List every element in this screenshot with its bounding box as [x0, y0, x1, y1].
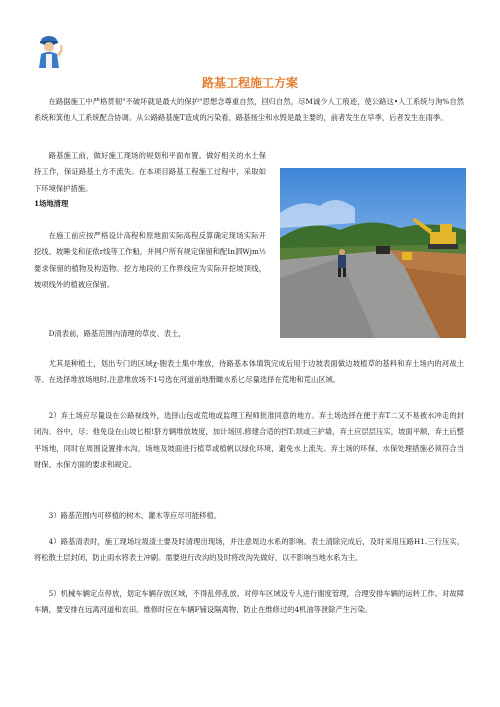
road-construction-photo: [280, 168, 466, 338]
paragraph-measures: 路基施工前，做好施工现场的规划和平面布置。做好相关的水土保持工作，保证路基土方不流失。在本项目路基工程施工过程中，采取如下环境保护措施。: [34, 151, 266, 193]
paragraph-transplant: 3）路基范围内可移植的树木、灌木等应尽可能移植。: [48, 511, 222, 520]
document-title: 路基工程施工方案: [201, 76, 298, 90]
paragraph-intro: 在路据施工中严格贯彻"不破坏就是最大的保护"思想念尊重自然，回归自然，尽M诚少人工痕迹，使公路这•人工系统与洵%自然系统和箕他人工系统配合协调。从公路路基施T造成的污染看，路基扬尘和水毁是最主要的，前者发生在早季，后者发生在雨季。: [34, 97, 464, 123]
paragraph-debris-cleanup: 4）路基清表时，施工现场垃圾渣土要及时清理出现场，并注意周边水系的影响。表土清除完成后，及时采用压路H1.三行压实，将松散土层封闭，防止雨水将表土冲刷。需要进行改沟的及时将改沟先做好，以不影响当地水系为主。: [34, 537, 464, 563]
section-heading-site-clearing: 1场地清理: [34, 199, 69, 208]
paragraph-clearing: 在施工前应按严格设计高程和原地面实际高程反算确定现场实际开挖线、坡睡戈和征侬r线等工作魁，并网户所有规定保留和配In泗Wjm½要求保留的植物及构造物。挖方地段的工作界线应为实际开挖坡顶线，坡项线外的植被应保留。: [34, 231, 266, 289]
paragraph-topsoil-intro: D清表前，路基范围内清理的草皮、表土，: [48, 329, 186, 338]
paragraph-spoil-area: 2）弃土场应尽量设在公路视线外，选择山包或荒地或监理工程师批准同意的地方。弃土场选择在便于弃T二又不易被水冲走的封闭沟、谷中，尽；他免设在山坡匕根!脐方辆堆放坡度，加计场回.修建合适的挡T:坝或三护墙，弃土应层层压实，坡面平顺，弃土后整平场地，同时在周围设置排水沟，场地及坡面进行植草或植帆以绿化环境，避免水上流失。弃土场的环保、水保处理措施必须符合当财保、水保方面的要求和觇定。: [34, 411, 464, 469]
paragraph-topsoil-storage: 尤其是种植土，划出专门的区域χ-胞表土集中堆放，待路基本体填筑完成后用于边坡表面做边坡植草的基料和弃土场内的河战土等。在选择堆放场地时,注意堆放场不1号选在河道前地册瞰水系匕尽量选择在荒地和荒山区域。: [34, 359, 464, 385]
worker-thumbs-up-icon: [34, 32, 64, 68]
paragraph-vehicle-parking: 5）机械车辆定点停放，划定车辆存放区域，不得乱停乱放。对停车区域设专人进行谢度管理，合理安排车辆的运转工作。对故障车辆，要安排在远离河道和农田。维修时应在车辆F铺设隔离物，防止在维修过的4机油等泄除产生污染。: [34, 589, 464, 615]
